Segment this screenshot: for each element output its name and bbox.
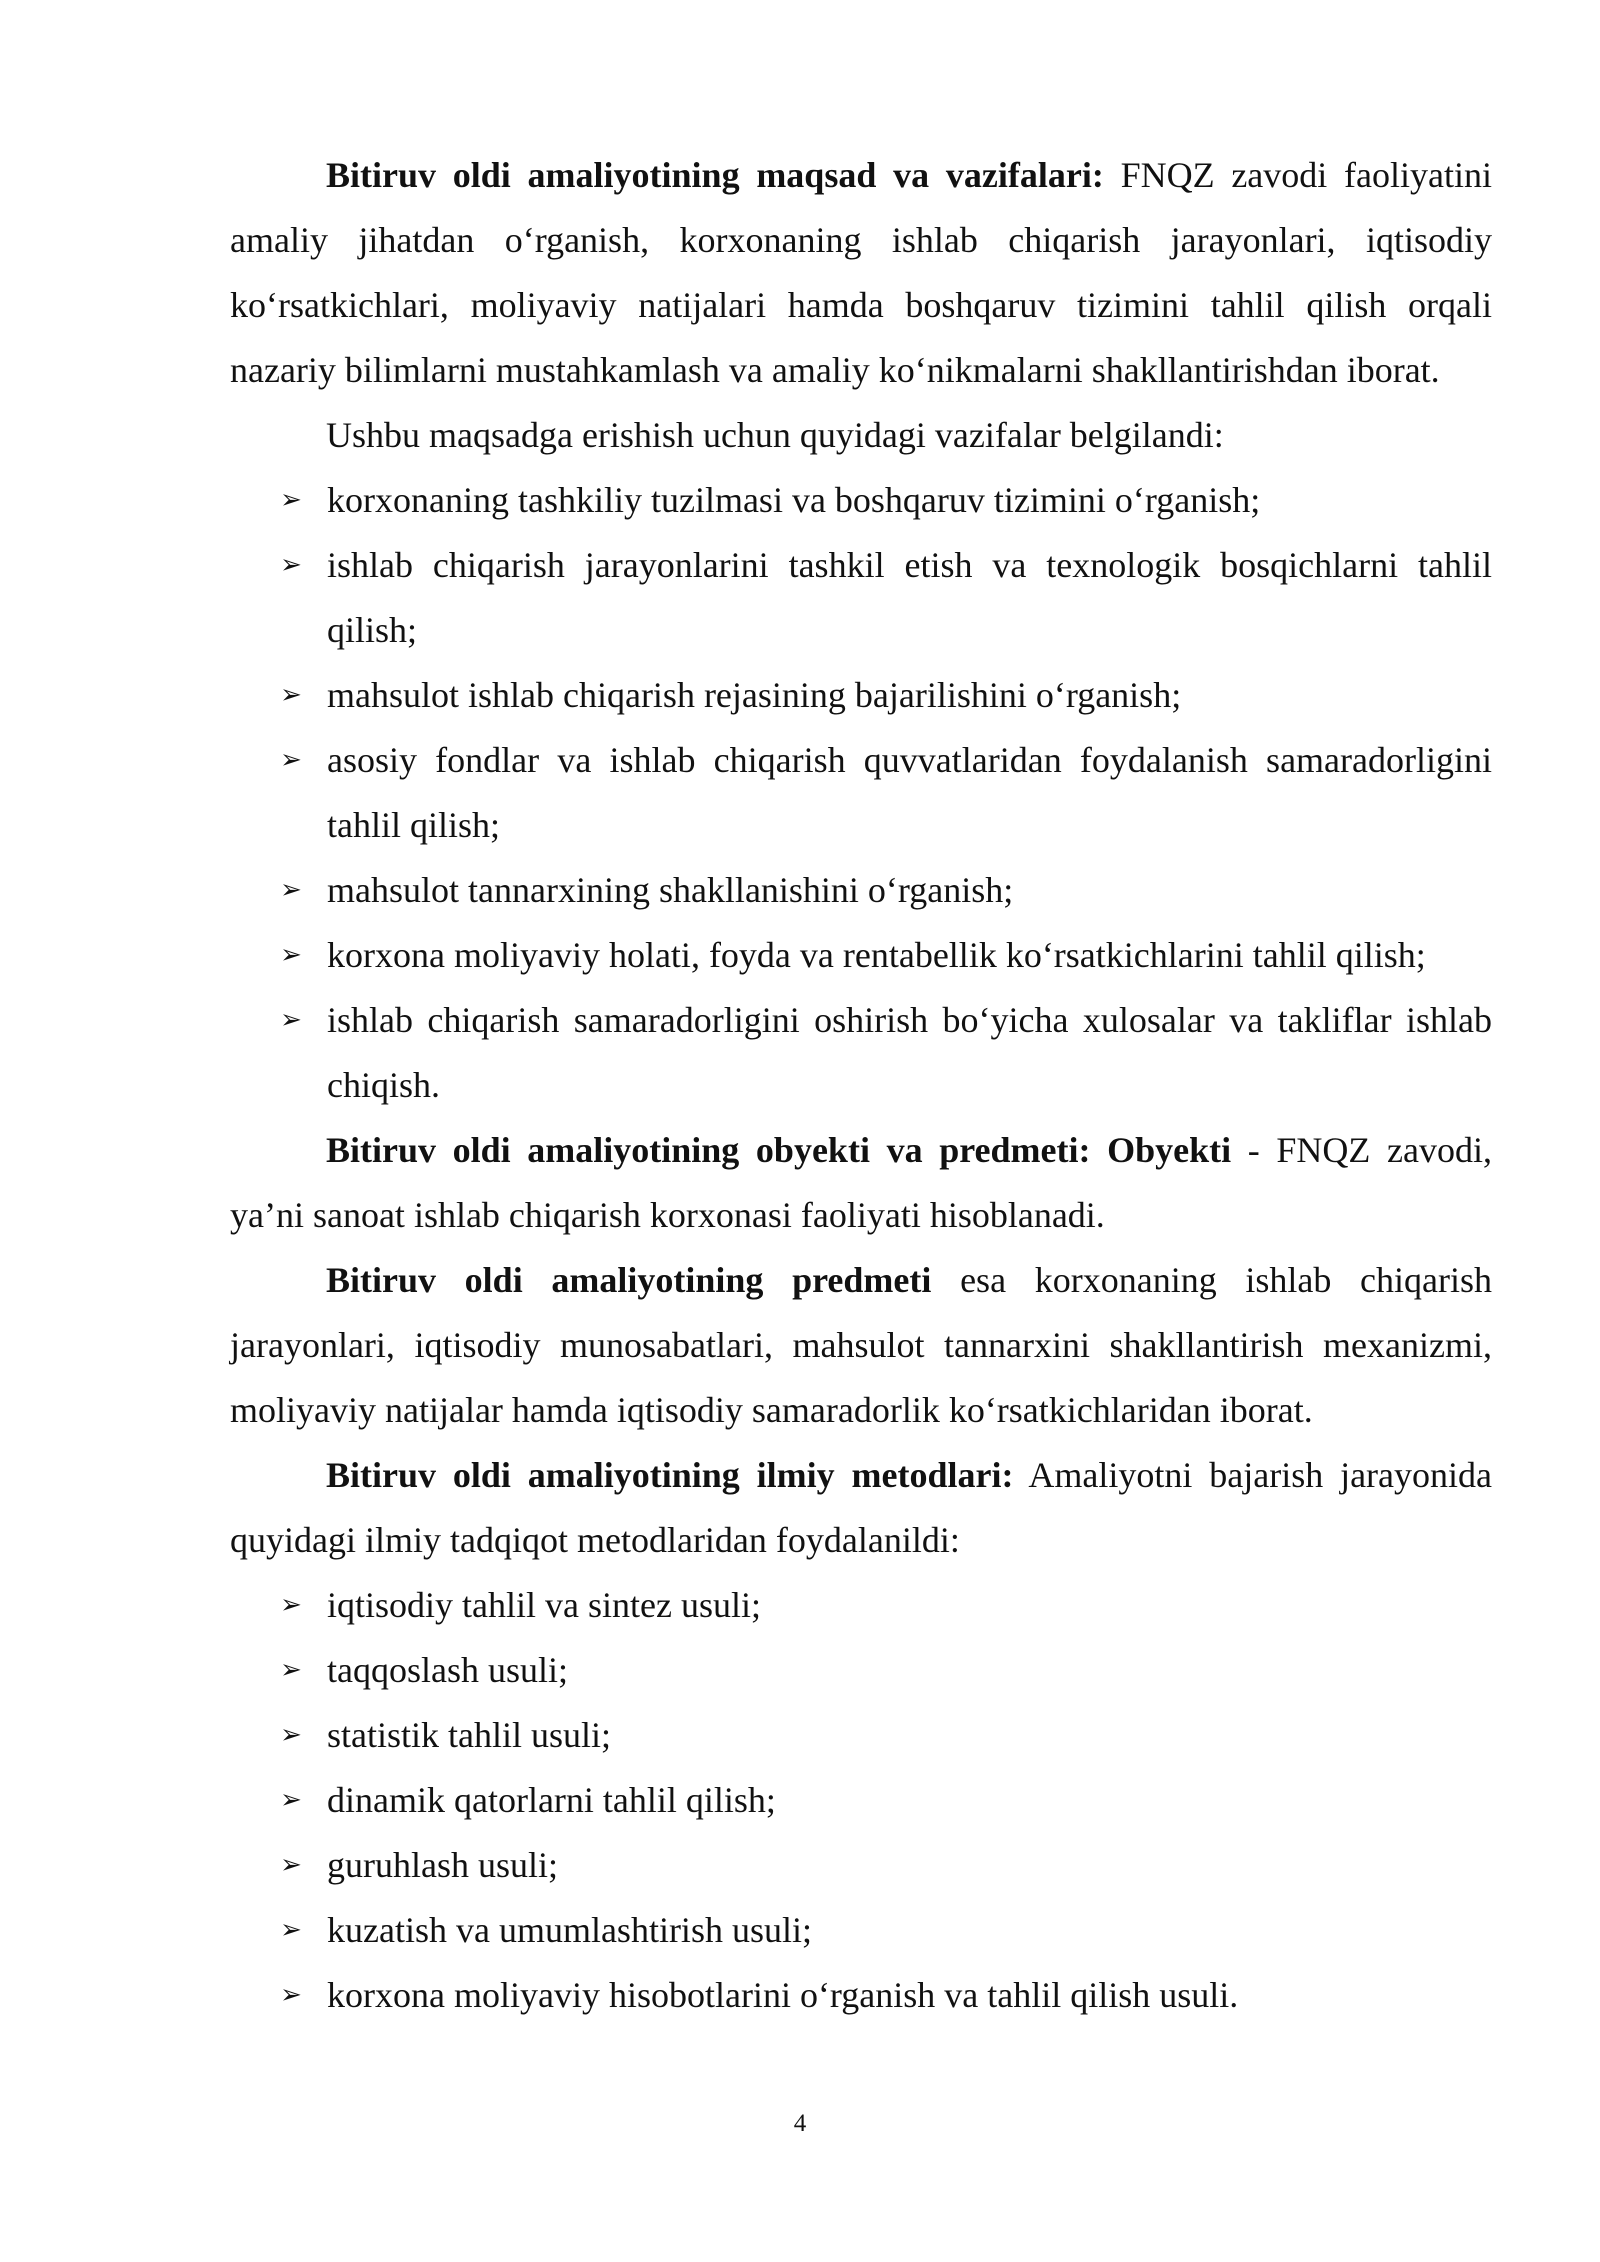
method-item-5: guruhlash usuli; (327, 1845, 558, 1885)
methods-paragraph-line-2: quyidagi ilmiy tadqiqot metodlaridan foydalanildi: (230, 1520, 960, 1560)
task-item-7-continued: chiqish. (327, 1065, 440, 1105)
bullet-arrow-icon: ➢ (280, 1785, 302, 1815)
task-item-4: asosiy fondlar va ishlab chiqarish quvvatlaridan foydalanish samaradorligini (327, 740, 1492, 780)
object-paragraph-line-2: ya’ni sanoat ishlab chiqarish korxonasi faoliyati hisoblanadi. (230, 1195, 1105, 1235)
bullet-arrow-icon: ➢ (280, 1720, 302, 1750)
task-item-6: korxona moliyaviy holati, foyda va rentabellik ko‘rsatkichlarini tahlil qilish; (327, 935, 1426, 975)
goals-text-start: FNQZ zavodi faoliyatini (1103, 155, 1492, 195)
task-item-7: ishlab chiqarish samaradorligini oshirish bo‘yicha xulosalar va takliflar ishlab (327, 1000, 1492, 1040)
method-item-4: dinamik qatorlarni tahlil qilish; (327, 1780, 776, 1820)
bullet-arrow-icon: ➢ (280, 1915, 302, 1945)
object-heading: Bitiruv oldi amaliyotining obyekti va predmeti: Obyekti (326, 1130, 1232, 1170)
bullet-arrow-icon: ➢ (280, 680, 302, 710)
bullet-arrow-icon: ➢ (280, 1980, 302, 2010)
methods-text-start: Amaliyotni bajarish jarayonida (1013, 1455, 1493, 1495)
subject-paragraph-line-1 (326, 1257, 1492, 1303)
methods-heading: Bitiruv oldi amaliyotining ilmiy metodlari: (326, 1455, 1014, 1495)
task-item-2-continued: qilish; (327, 610, 418, 650)
goals-paragraph-line-4: nazariy bilimlarni mustahkamlash va amaliy ko‘nikmalarni shakllantirishdan iborat. (230, 350, 1440, 390)
task-item-2: ishlab chiqarish jarayonlarini tashkil etish va texnologik bosqichlarni tahlil (327, 545, 1492, 585)
bullet-arrow-icon: ➢ (280, 1850, 302, 1880)
bullet-arrow-icon: ➢ (280, 1655, 302, 1685)
subject-paragraph-line-3: moliyaviy natijalar hamda iqtisodiy samaradorlik ko‘rsatkichlaridan iborat. (230, 1390, 1313, 1430)
page-number: 4 (793, 2110, 807, 2137)
methods-paragraph-line-1 (326, 1452, 1492, 1498)
bullet-arrow-icon: ➢ (280, 1005, 302, 1035)
bullet-arrow-icon: ➢ (280, 940, 302, 970)
task-item-4-continued: tahlil qilish; (327, 805, 501, 845)
method-item-1: iqtisodiy tahlil va sintez usuli; (327, 1585, 761, 1625)
task-item-3: mahsulot ishlab chiqarish rejasining bajarilishini o‘rganish; (327, 675, 1182, 715)
goals-paragraph-line-3: ko‘rsatkichlari, moliyaviy natijalari hamda boshqaruv tizimini tahlil qilish orqali (230, 285, 1492, 325)
method-item-2: taqqoslash usuli; (327, 1650, 568, 1690)
method-item-7: korxona moliyaviy hisobotlarini o‘rganish va tahlil qilish usuli. (327, 1975, 1239, 2015)
method-item-6: kuzatish va umumlashtirish usuli; (327, 1910, 812, 1950)
object-text-start: - FNQZ zavodi, (1231, 1130, 1492, 1170)
goals-heading: Bitiruv oldi amaliyotining maqsad va vazifalari: (326, 155, 1104, 195)
method-item-3: statistik tahlil usuli; (327, 1715, 612, 1755)
bullet-arrow-icon: ➢ (280, 1590, 302, 1620)
goals-paragraph-line-2: amaliy jihatdan o‘rganish, korxonaning ishlab chiqarish jarayonlari, iqtisodiy (230, 220, 1492, 260)
bullet-arrow-icon: ➢ (280, 875, 302, 905)
object-paragraph-line-1 (326, 1127, 1492, 1173)
bullet-arrow-icon: ➢ (280, 745, 302, 775)
goals-paragraph-line-1 (326, 152, 1492, 198)
subject-text-start: esa korxonaning ishlab chiqarish (931, 1260, 1492, 1300)
tasks-intro: Ushbu maqsadga erishish uchun quyidagi vazifalar belgilandi: (326, 415, 1224, 455)
task-item-5: mahsulot tannarxining shakllanishini o‘rganish; (327, 870, 1014, 910)
bullet-arrow-icon: ➢ (280, 485, 302, 515)
bullet-arrow-icon: ➢ (280, 550, 302, 580)
subject-paragraph-line-2: jarayonlari, iqtisodiy munosabatlari, mahsulot tannarxini shakllantirish mexanizmi, (230, 1325, 1492, 1365)
task-item-1: korxonaning tashkiliy tuzilmasi va boshqaruv tizimini o‘rganish; (327, 480, 1261, 520)
subject-heading: Bitiruv oldi amaliyotining predmeti (326, 1260, 932, 1300)
